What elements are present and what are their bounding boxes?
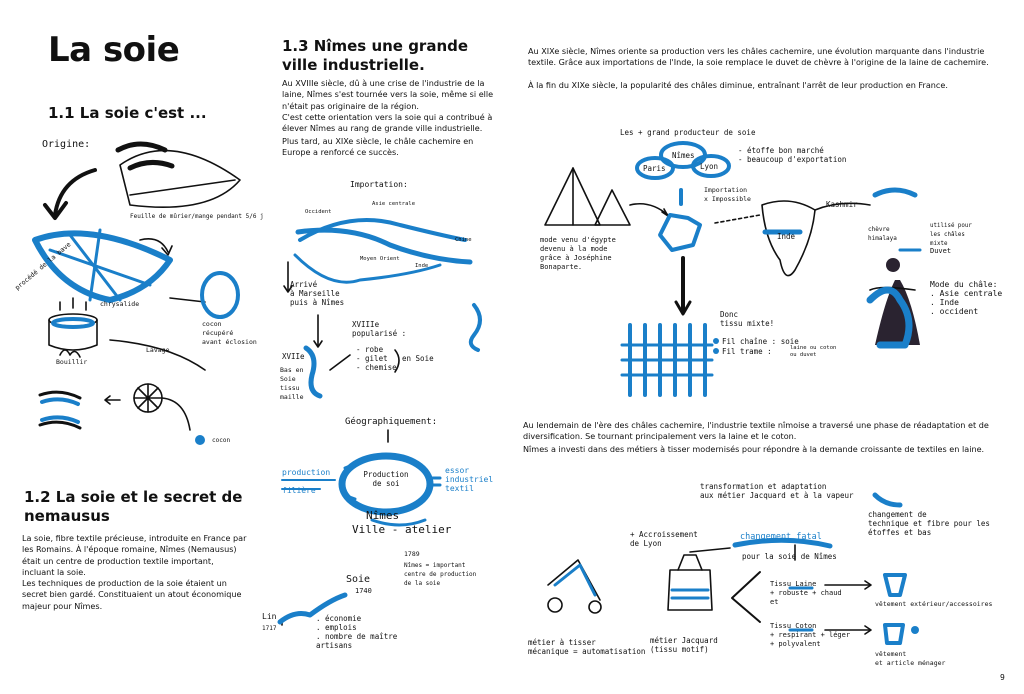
section-1-3-paragraph-3: Plus tard, au XIXe siècle, le châle cachemire en Europe a renforcé ce succès. bbox=[282, 136, 474, 158]
note-1789: Nîmes = important centre de production de la soie bbox=[404, 562, 477, 587]
map-label-asie-centrale: Asie centrale bbox=[372, 201, 416, 207]
technique-change-label: changement de technique et fibre pour les étoffes et bas bbox=[868, 510, 990, 537]
geo-production-label: production bbox=[282, 468, 331, 477]
leaf-label: Feuille de mûrier/mange pendant 5/6 j bbox=[130, 213, 264, 220]
year-1717: 1717 bbox=[262, 625, 277, 632]
weft-label: Fil trame : bbox=[722, 347, 772, 356]
origin-label: Origine: bbox=[42, 139, 91, 150]
right-intro-2: À la fin du XIXe siècle, la popularité des châles diminue, entraînant l'arrêt de leur production en France. bbox=[528, 80, 948, 90]
en-soie-label: en Soie bbox=[402, 354, 434, 363]
egypt-note: mode venu d'égypte devenu à la mode grâce à Joséphine Bonaparte. bbox=[540, 236, 616, 271]
soie-label: Soie bbox=[346, 574, 371, 585]
outerwear-label: vêtement extérieur/accessoires bbox=[875, 600, 993, 608]
cocon-label: cocon bbox=[212, 437, 231, 444]
section-1-1-heading: 1.1 La soie c'est ... bbox=[48, 104, 207, 122]
cotton-fabric-label: Tissu Coton + respirant + léger + polyvalent bbox=[770, 622, 851, 648]
warp-label: Fil chaîne : soie bbox=[722, 337, 799, 346]
city-paris: Paris bbox=[643, 164, 666, 173]
arrival-label: Arrivé à Marseille puis à Nîmes bbox=[290, 280, 345, 307]
city-lyon: Lyon bbox=[700, 162, 719, 171]
map-label-moyen-orient: Moyen Orient bbox=[360, 256, 400, 262]
geo-center-label: Production de soi bbox=[363, 470, 409, 488]
xvii-label: XVIIe bbox=[282, 352, 305, 361]
wash-label: Lavage bbox=[146, 346, 170, 354]
right-paragraph-2: Au lendemain de l'ère des châles cachemire, l'industrie textile nîmoise a traversé une phase de réadaptation et de diversification. Se tournant principalement vers la laine et le coton. bbox=[523, 420, 989, 442]
importation-title: Importation: bbox=[350, 180, 408, 189]
map-label-occident: Occident bbox=[305, 209, 332, 215]
city-nimes: Nîmes bbox=[672, 151, 695, 160]
cocoon-label: procédé de la bave bbox=[13, 240, 73, 292]
map-label-chine: Chine bbox=[455, 237, 472, 243]
importation-impossible: Importation x Impossible bbox=[704, 186, 751, 203]
page-title: La soie bbox=[48, 30, 180, 70]
section-1-2-heading: 1.2 La soie et le secret de nemausus bbox=[24, 488, 243, 525]
section-1-2-paragraph-2: Les techniques de production de la soie étaient un secret bien gardé. Constituaient un atout économique majeur pour Nîmes. bbox=[22, 578, 242, 611]
wool-fabric-label: Tissu Laine + robuste + chaud et bbox=[770, 580, 842, 606]
section-1-2-paragraph-1: La soie, fibre textile précieuse, introduite en France par les Romains. À l'époque romaine, Nîmes (Nemausus) était un centre de production textile important, incluant la soie. bbox=[22, 533, 247, 577]
mechanical-loom-label: métier à tisser mécanique = automatisation bbox=[528, 638, 646, 656]
nimes-label: Nîmes bbox=[366, 509, 400, 522]
geo-filiere-label: filière bbox=[282, 486, 316, 495]
boil-label: Bouillir bbox=[56, 358, 88, 366]
fatal-change-label: changement fatal bbox=[740, 532, 822, 542]
geo-essor-label: essor industriel textil bbox=[445, 466, 494, 493]
mixed-fabric-label: Donc tissu mixte! bbox=[720, 310, 775, 328]
xviii-label: XVIIIe popularisé : bbox=[352, 320, 407, 338]
producers-title: Les + grand producteur de soie bbox=[620, 128, 756, 137]
cocon-recovered-label: cocon récupéré avant éclosion bbox=[202, 320, 257, 346]
duvet-use-label: utilisé pour les châles mixte bbox=[930, 223, 972, 247]
geography-title: Géographiquement: bbox=[345, 417, 438, 427]
transformation-label: transformation et adaptation aux métier Jacquard et à la vapeur bbox=[700, 482, 854, 500]
duvet-label: Duvet bbox=[930, 247, 952, 255]
household-label: vêtement et article ménager bbox=[875, 650, 946, 667]
lyon-growth-label: + Accroissement de Lyon bbox=[630, 530, 698, 548]
shawl-fashion-label: Mode du châle: . Asie centrale . Inde . occident bbox=[930, 280, 1003, 316]
page-number: 9 bbox=[1000, 673, 1005, 682]
producers-notes: - étoffe bon marché - beaucoup d'exportation bbox=[738, 146, 847, 164]
jacquard-loom-label: métier Jacquard (tissu motif) bbox=[650, 636, 718, 654]
goat-label: chèvre himalaya bbox=[868, 226, 897, 242]
year-1740: 1740 bbox=[355, 587, 372, 595]
weft-detail: laine ou coton ou duvet bbox=[790, 345, 837, 358]
kashmir-label: Kashmir bbox=[826, 200, 858, 209]
graph-bullets: . économie . emplois . nombre de maître artisans bbox=[316, 614, 398, 650]
year-1789: 1789 bbox=[404, 550, 420, 558]
map-label-inde: Inde bbox=[415, 263, 429, 269]
section-1-3-paragraph-2: C'est cette orientation vers la soie qui a contribué à élever Nîmes au rang de grande ville industrielle. bbox=[282, 112, 493, 134]
garments-list: - robe - gilet - chemise bbox=[356, 345, 397, 372]
ville-atelier-label: Ville - atelier bbox=[352, 523, 452, 536]
section-1-3-paragraph-1: Au XVIIIe siècle, dû à une crise de l'industrie de la laine, Nîmes s'est tournée vers la soie, même si elle n'était pas originaire de la région. bbox=[282, 78, 494, 111]
right-paragraph-3: Nîmes a investi dans des métiers à tisser modernisés pour répondre à la demande croissante de textiles en laine. bbox=[523, 444, 985, 454]
inde-label: Inde bbox=[777, 232, 796, 241]
lin-label: Lin bbox=[262, 612, 277, 621]
chrysalis-label: chrysalide bbox=[100, 300, 140, 308]
section-1-3-heading: 1.3 Nîmes une grande ville industrielle. bbox=[282, 37, 469, 74]
for-nimes-silk-label: pour la soie de Nîmes bbox=[742, 552, 837, 561]
silk-stockings-label: Bas en Soie tissu maille bbox=[280, 366, 304, 401]
right-intro: Au XIXe siècle, Nîmes oriente sa production vers les châles cachemire, une évolution marquante dans l'industrie textile. Grâce aux importations de l'Inde, la soie remplace le duvet de chèvre à l'origine de la laine de cachemire. bbox=[528, 46, 989, 68]
